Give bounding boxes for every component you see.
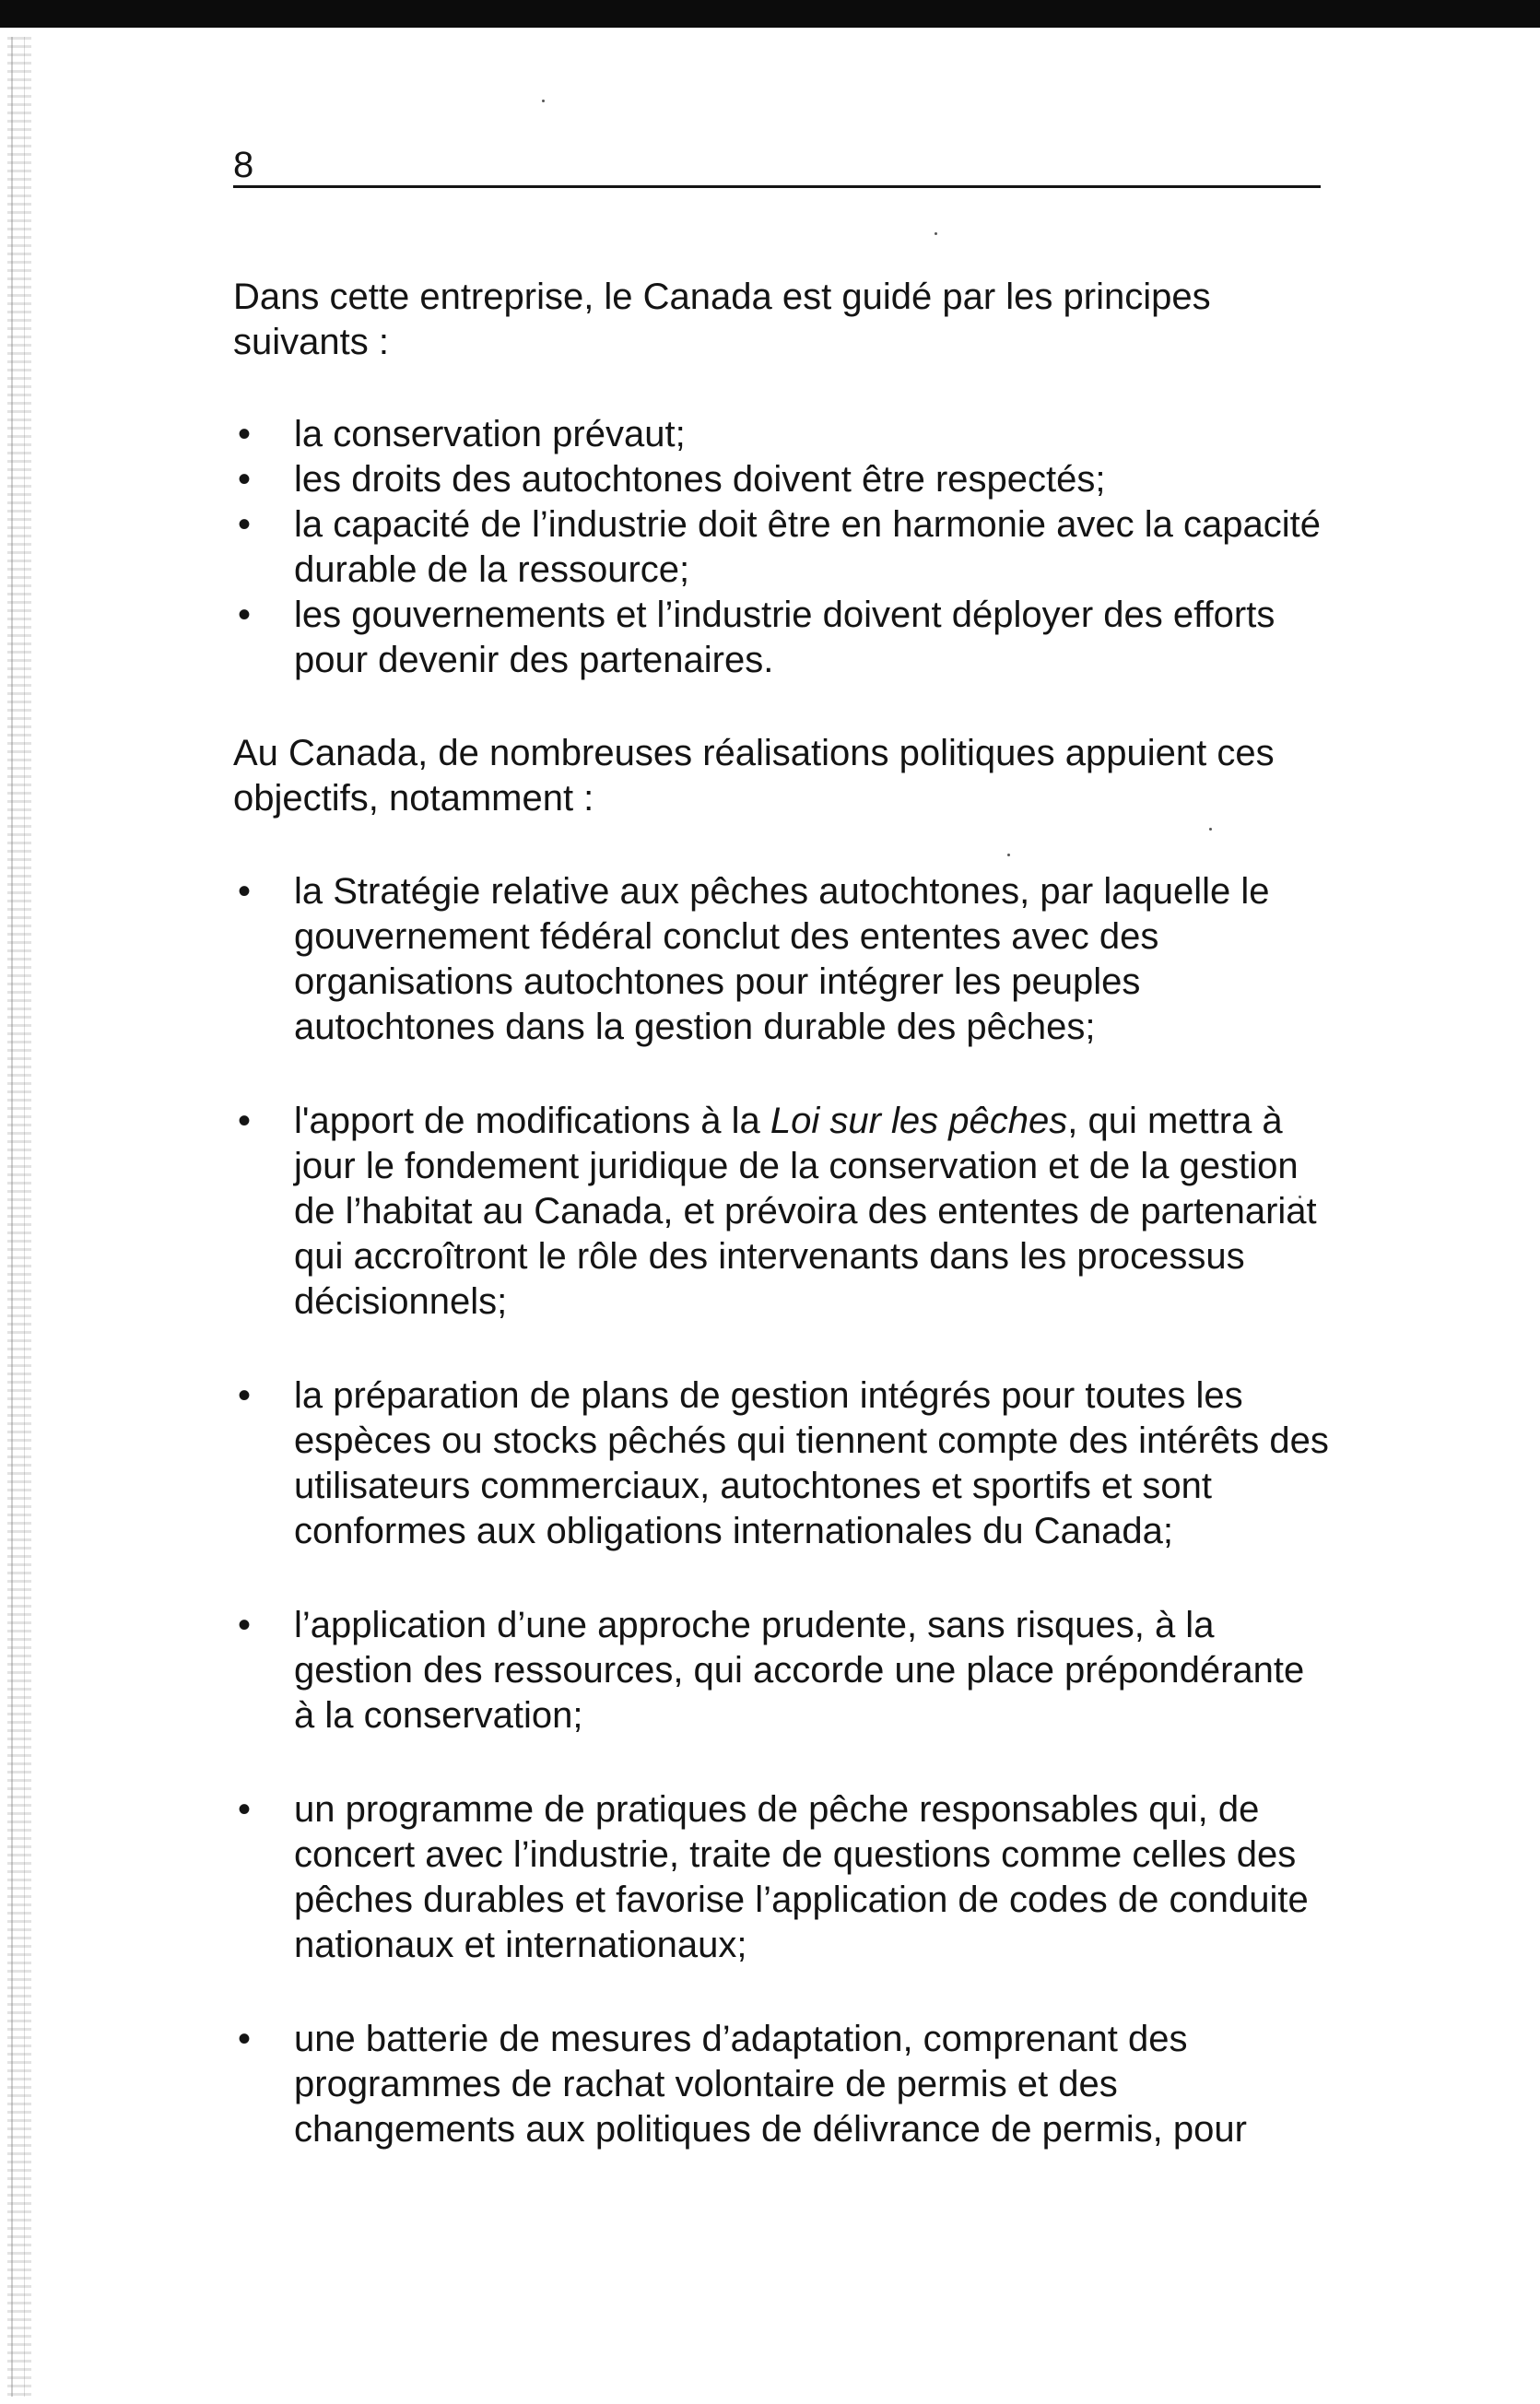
principle-text: la conservation prévaut; <box>294 414 686 454</box>
list-item <box>233 1787 1334 1968</box>
list-item <box>233 457 1334 502</box>
bullet-icon: • <box>237 1101 251 1141</box>
law-title: Loi sur les pêches <box>770 1101 1068 1141</box>
bullet-icon: • <box>237 1605 251 1645</box>
bullet-icon: • <box>237 871 251 912</box>
bullet-icon: • <box>237 2019 251 2059</box>
scan-speck <box>542 100 545 102</box>
bullet-icon: • <box>237 504 251 545</box>
principle-text: la capacité de l’industrie doit être en harmonie avec la capacité durable de la ressource; <box>294 504 1321 590</box>
bullet-icon: • <box>237 595 251 635</box>
list-item <box>233 502 1334 593</box>
bullet-icon: • <box>237 459 251 500</box>
page-number: 8 <box>233 145 254 185</box>
achievement-text: l’application d’une approche prudente, sans risques, à la gestion des ressources, qui accorde une place prépondérante à la conservation; <box>294 1605 1305 1736</box>
achievement-text: la préparation de plans de gestion intégrés pour toutes les espèces ou stocks pêchés qui tiennent compte des intérêts des utilisateurs commerciaux, autochtones et sportifs et sont conformes aux obligations internationales du Canada; <box>294 1375 1329 1551</box>
bullet-icon: • <box>237 1789 251 1830</box>
list-item <box>233 593 1334 683</box>
bullet-icon: • <box>237 414 251 454</box>
achievement-text: une batterie de mesures d’adaptation, comprenant des programmes de rachat volontaire de permis et des changements aux politiques de délivrance de permis, pour <box>294 2019 1247 2150</box>
list-item <box>233 1603 1334 1738</box>
principle-text: les droits des autochtones doivent être respectés; <box>294 459 1106 500</box>
scan-top-border <box>0 0 1540 28</box>
achievements-intro-paragraph: Au Canada, de nombreuses réalisations politiques appuient ces objectifs, notamment : <box>233 733 1275 819</box>
bullet-icon: • <box>237 1375 251 1416</box>
achievements-list <box>233 869 1334 2152</box>
list-item <box>233 1099 1334 1325</box>
page-body <box>233 275 1334 2152</box>
principles-list <box>233 412 1334 683</box>
scan-left-edge <box>7 37 31 2397</box>
list-item <box>233 412 1334 457</box>
achievement-text: un programme de pratiques de pêche responsables qui, de concert avec l’industrie, traite de questions comme celles des pêches durables et favorise l’application de codes de conduite nationaux et internationaux; <box>294 1789 1309 1965</box>
principle-text: les gouvernements et l’industrie doivent déployer des efforts pour devenir des partenaires. <box>294 595 1275 680</box>
list-item <box>233 1373 1334 1554</box>
page-header <box>233 143 1321 188</box>
scan-speck <box>935 232 937 235</box>
achievement-text: la Stratégie relative aux pêches autochtones, par laquelle le gouvernement fédéral conclut des ententes avec des organisations autochtones pour intégrer les peuples autochtones dans la gestion durable des pêches; <box>294 871 1270 1047</box>
intro-paragraph: Dans cette entreprise, le Canada est guidé par les principes suivants : <box>233 277 1211 362</box>
list-item <box>233 869 1334 1050</box>
achievement-text-after: , qui mettra à jour le fondement juridique de la conservation et de la gestion de l’habitat au Canada, et prévoira des ententes de partenariat qui accroîtront le rôle des intervenants dans les processus décisionnels; <box>294 1101 1317 1322</box>
achievement-text-before: l'apport de modifications à la <box>294 1101 770 1141</box>
list-item <box>233 2017 1334 2152</box>
